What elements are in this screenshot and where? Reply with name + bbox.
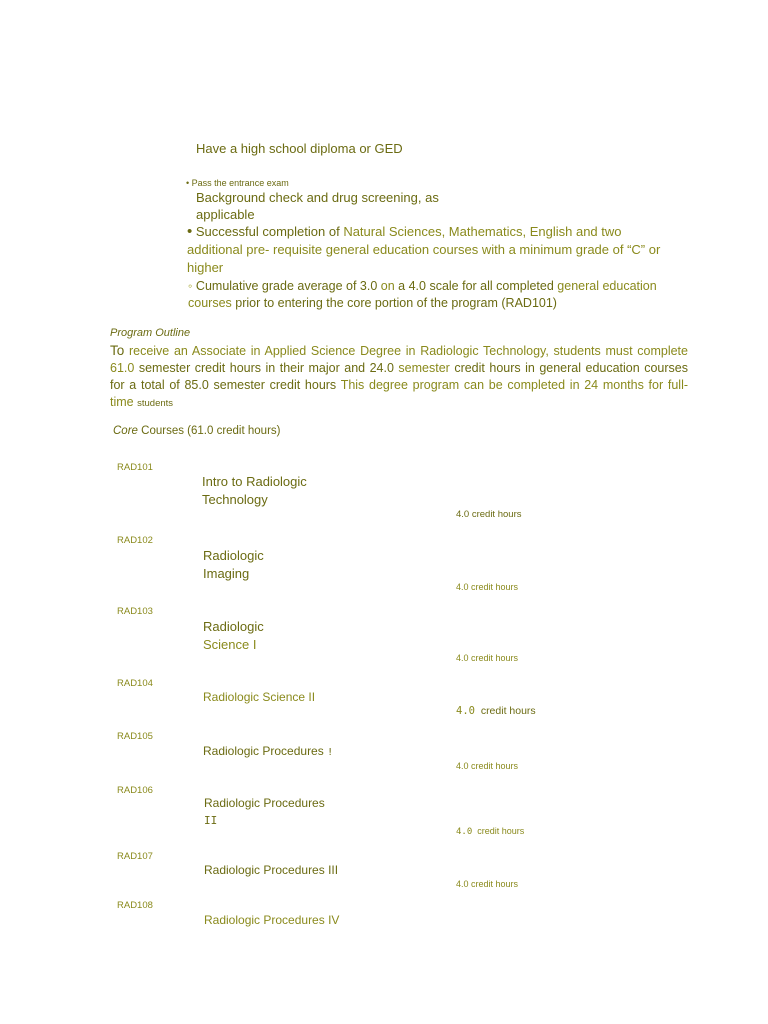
course-title [204,795,354,829]
requirement-prereq-body: Natural Sciences, Mathematics, English and two additional pre- requisite general education courses with a minimum grade of “C” or higher [187,224,661,275]
course-credit-hours: 4.0 credit hours [456,879,519,889]
requirement-gpa-a: Cumulative grade average of 3.0 [195,279,378,293]
requirement-prerequisites [187,223,667,277]
outline-text: To [110,343,125,358]
course-title-part: ! [327,747,334,758]
credit-hours-text: credit hours [477,826,525,836]
requirement-background-check: Background check and drug screening, as applicable [196,190,439,222]
credit-hours-number: 4.0 [456,705,475,717]
requirement-gpa-c: a 4.0 scale for all completed [398,279,554,293]
bullet: • [187,223,193,240]
course-credit-hours: 4.0 credit hours [456,653,519,663]
course-title: Radiologic Procedures III [204,863,339,877]
requirement-gpa-b: on [380,279,395,293]
course-title: Intro to Radiologic Technology [202,474,307,507]
course-title [203,743,423,761]
core-courses-heading [113,425,280,437]
outline-text: total of 85.0 semester credit hours [140,378,337,392]
course-title-part: Radiologic Procedures [203,744,324,758]
course-credit-hours: 4.0 credit hours [456,509,522,520]
outline-text: semester credit hours in their major and 24.0 [138,361,394,375]
credit-hours-text: credit hours [480,705,536,717]
outline-text: receive an Associate in Applied Science Degree in Radiologic Technology, students must complete [128,344,688,358]
outline-text: credit hours in general education courses for a [110,361,688,392]
course-code: RAD105 [117,731,153,742]
course-code: RAD108 [117,900,153,911]
course-code: RAD104 [117,678,153,689]
requirement-prereq-lead: Successful completion of [195,224,340,239]
credit-hours-number: 4.0 [456,827,473,837]
course-title-part: Radiologic [203,619,264,634]
course-title-part: Science I [203,636,257,652]
course-title: Radiologic Imaging [203,548,264,581]
course-code: RAD102 [117,535,153,546]
course-code: RAD106 [117,785,153,796]
outline-text: semester [398,361,450,375]
outline-text: This degree program can be completed in 24 months for full-time [110,378,689,409]
program-outline-heading: Program Outline [110,327,191,339]
requirement-gpa-e: prior to entering the core portion of the program (RAD101) [235,296,557,310]
course-credit-hours: 4.0 credit hours [456,582,519,592]
requirement-gpa-d: general education courses [188,279,657,310]
bullet: ◦ [188,279,193,293]
outline-text: students [137,398,174,409]
course-title: Radiologic Procedures IV [204,913,340,927]
course-title [203,618,293,653]
course-code: RAD101 [117,462,153,473]
course-credit-hours [456,826,524,837]
course-code: RAD103 [117,606,153,617]
course-credit-hours: 4.0 credit hours [456,761,519,771]
course-title-part: II [204,814,218,827]
program-outline-paragraph [110,342,688,412]
requirement-entrance-exam: • Pass the entrance exam [186,178,289,188]
course-code: RAD107 [117,851,153,862]
requirement-diploma: Have a high school diploma or GED [196,141,403,156]
outline-text: 61.0 [110,361,135,375]
requirement-gpa [188,278,678,312]
core-label-rest: Courses (61.0 credit hours) [141,425,281,437]
course-credit-hours [456,705,536,717]
course-title: Radiologic Science II [203,690,316,704]
core-label-italic: Core [113,425,138,437]
course-title-part: Radiologic Procedures [204,796,325,810]
